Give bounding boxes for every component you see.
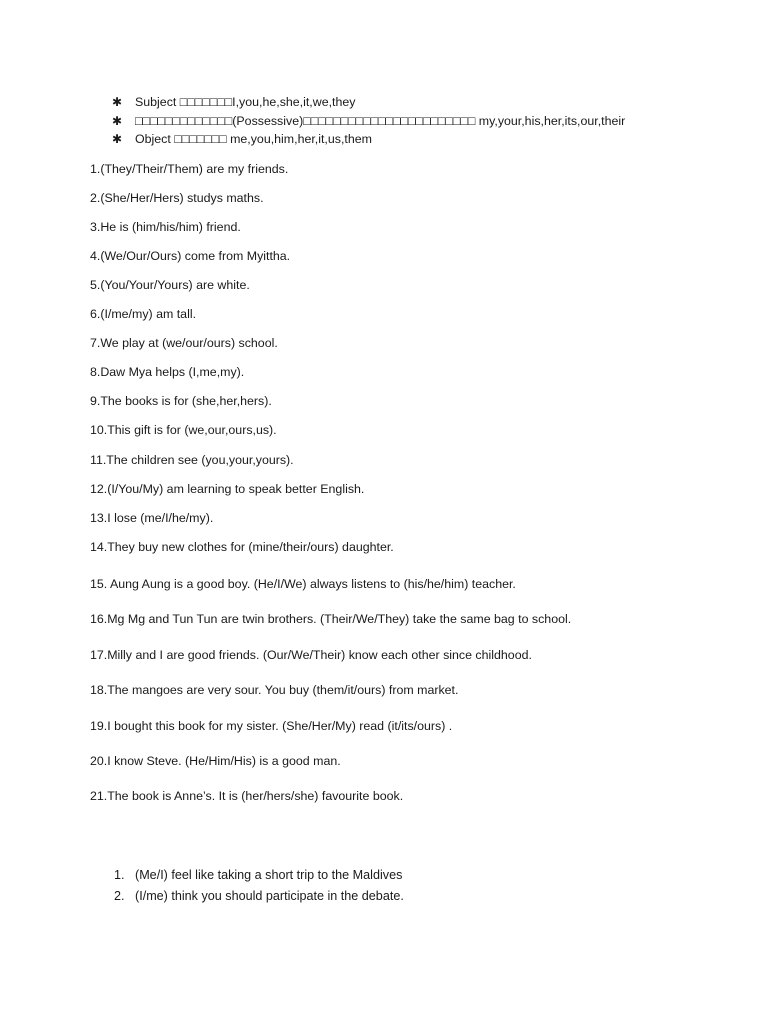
exercise-question: 2.(She/Her/Hers) studys maths.: [90, 191, 264, 205]
exercise-question: 6.(I/me/my) am tall.: [90, 307, 197, 321]
bullet-item-subject: [112, 93, 762, 112]
exercise-question: 13.I lose (me/I/he/my).: [90, 511, 214, 525]
exercise-question: 1.(They/Their/Them) are my friends.: [90, 162, 289, 176]
exercise-question: 8.Daw Mya helps (I,me,my).: [90, 365, 245, 379]
exercise-question: 7.We play at (we/our/ours) school.: [90, 336, 278, 350]
pronoun-types-list: [112, 93, 762, 149]
exercise-question: 16.Mg Mg and Tun Tun are twin brothers. (Their/We/They) take the same bag to school.: [90, 612, 572, 626]
bullet-item-object: [112, 130, 762, 149]
exercise-question: 14.They buy new clothes for (mine/their/ours) daughter.: [90, 540, 394, 554]
exercise-question: 9.The books is for (she,her,hers).: [90, 394, 272, 408]
bullet-text: □□□□□□□□□□□□□(Possessive)□□□□□□□□□□□□□□□□□□□□□□□ my,your,his,her,its,our,their: [135, 113, 626, 128]
exercise-question: 20.I know Steve. (He/Him/His) is a good man.: [90, 754, 341, 768]
star-bullet-icon: ✱: [112, 95, 123, 109]
list-item: [114, 886, 404, 907]
exercise-question: 11.The children see (you,your,yours).: [90, 453, 294, 467]
exercise-question: 4.(We/Our/Ours) come from Myittha.: [90, 249, 291, 263]
bullet-text: Object □□□□□□□ me,you,him,her,it,us,them: [135, 132, 372, 146]
exercise-question: 19.I bought this book for my sister. (She/Her/My) read (it/its/ours) .: [90, 719, 453, 733]
star-bullet-icon: ✱: [112, 113, 123, 128]
exercise-question: 18.The mangoes are very sour. You buy (them/it/ours) from market.: [90, 683, 459, 697]
list-item-text: (Me/I) feel like taking a short trip to the Maldives: [135, 868, 403, 882]
exercise-question: 21.The book is Anne’s. It is (her/hers/she) favourite book.: [90, 789, 404, 803]
list-number: 2.: [114, 889, 125, 903]
list-item-text: (I/me) think you should participate in the debate.: [135, 889, 404, 903]
bullet-text: Subject □□□□□□□I,you,he,she,it,we,they: [135, 95, 356, 109]
exercise-question: 12.(I/You/My) am learning to speak better English.: [90, 482, 365, 496]
list-item: [114, 865, 404, 886]
numbered-list: [114, 865, 404, 907]
exercise-question: 3.He is (him/his/him) friend.: [90, 220, 241, 234]
star-bullet-icon: ✱: [112, 132, 123, 146]
exercise-question: 15. Aung Aung is a good boy. (He/I/We) always listens to (his/he/him) teacher.: [90, 577, 516, 591]
bullet-item-possessive: [112, 112, 762, 131]
exercise-question: 5.(You/Your/Yours) are white.: [90, 278, 250, 292]
list-number: 1.: [114, 868, 125, 882]
exercise-question: 17.Milly and I are good friends. (Our/We/Their) know each other since childhood.: [90, 648, 532, 662]
exercise-question: 10.This gift is for (we,our,ours,us).: [90, 423, 277, 437]
